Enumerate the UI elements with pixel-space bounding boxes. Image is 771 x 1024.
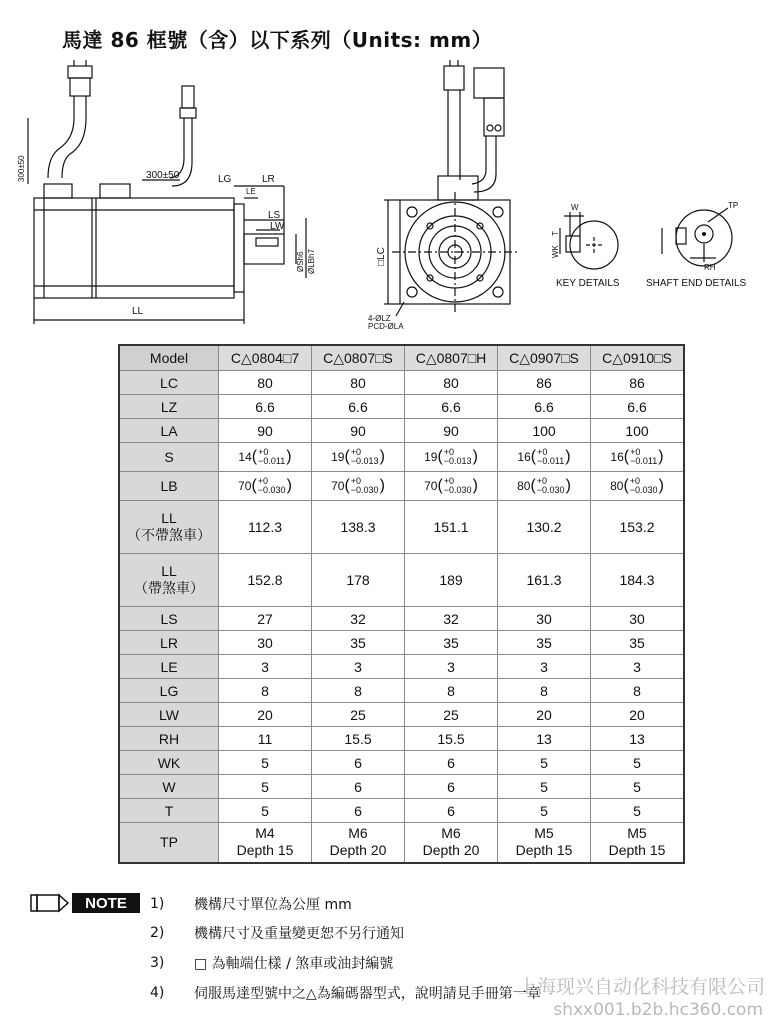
note-number: 3) [150, 955, 165, 971]
note-text: 機構尺寸及重量變更恕不另行通知 [194, 926, 404, 942]
dim-boss-label: ØLBh7 [307, 249, 316, 274]
watermark-url: shxx001.b2b.hc360.com [553, 1000, 763, 1020]
table-cell: 15.5 [312, 727, 405, 751]
table-cell: 152.8 [219, 554, 312, 607]
tol-nominal: 70 [424, 479, 438, 493]
table-row-le [119, 655, 684, 679]
table-cell [219, 823, 312, 863]
table-cell: 30 [498, 607, 591, 631]
tp-depth: Depth 20 [329, 842, 387, 859]
table-cell: 6 [312, 799, 405, 823]
tol-lower: −0.030 [257, 485, 286, 495]
row-header: LB [119, 472, 219, 501]
table-cell: 5 [591, 751, 685, 775]
tol-lower: −0.030 [536, 485, 565, 495]
tol-upper: +0 [257, 476, 269, 486]
table-cell: 80 [219, 371, 312, 395]
table-cell: 86 [591, 371, 685, 395]
table-cell: 19 ( +0 −0.013 ) [405, 443, 498, 472]
table-cell: 32 [312, 607, 405, 631]
motor-drawings [0, 58, 771, 333]
table-cell: 5 [498, 799, 591, 823]
table-cell: 13 [498, 727, 591, 751]
row-header: T [119, 799, 219, 823]
row-header-line: （帶煞車） [134, 580, 204, 596]
row-header: LZ [119, 395, 219, 419]
note-item [150, 923, 404, 943]
table-cell: 25 [405, 703, 498, 727]
table-cell: 35 [405, 631, 498, 655]
dim-ls-label: LS [268, 210, 281, 221]
dim-le-label: LE [246, 187, 256, 196]
model-column-header: C△0807□H [405, 345, 498, 371]
mount-note-2: PCD-ØLA [368, 322, 404, 331]
tol-upper: +0 [350, 476, 362, 486]
tol-nominal: 14 [238, 450, 252, 464]
table-cell: 70 ( +0 −0.030 ) [312, 472, 405, 501]
table-cell: 30 [591, 607, 685, 631]
table-cell: 27 [219, 607, 312, 631]
table-row-tp [119, 823, 684, 863]
tol-lower: −0.013 [443, 456, 472, 466]
table-cell: 5 [498, 775, 591, 799]
tol-lower: −0.013 [350, 456, 379, 466]
table-cell: 138.3 [312, 501, 405, 554]
table-row-s [119, 443, 684, 472]
table-cell: 151.1 [405, 501, 498, 554]
table-cell: 20 [219, 703, 312, 727]
row-header: LE [119, 655, 219, 679]
table-cell: 13 [591, 727, 685, 751]
tol-nominal: 80 [610, 479, 624, 493]
note-number: 1) [150, 896, 165, 912]
tol-upper: +0 [350, 447, 362, 457]
table-corner-header: Model [119, 345, 219, 371]
table-cell: 130.2 [498, 501, 591, 554]
dim-lg-label: LG [218, 174, 232, 185]
table-cell: 112.3 [219, 501, 312, 554]
tol-lower: −0.011 [258, 456, 286, 466]
row-header [119, 554, 219, 607]
table-cell: 3 [591, 655, 685, 679]
table-cell: 3 [405, 655, 498, 679]
table-cell: 5 [591, 799, 685, 823]
motor-dimension-drawing [0, 58, 771, 333]
mount-note-1: 4-ØLZ [368, 314, 391, 323]
row-header: LA [119, 419, 219, 443]
tp-depth: Depth 15 [608, 842, 666, 859]
note-text: □ 為軸端仕樣 / 煞車或油封編號 [194, 956, 394, 972]
table-cell: 86 [498, 371, 591, 395]
table-cell: 70 ( +0 −0.030 ) [219, 472, 312, 501]
table-cell: 20 [591, 703, 685, 727]
note-text: 機構尺寸單位為公厘 mm [194, 897, 352, 913]
model-column-header: C△0804□7 [219, 345, 312, 371]
watermark-company: 上海现兴自动化科技有限公司 [517, 976, 765, 998]
tol-upper: +0 [443, 476, 455, 486]
table-row-lr [119, 631, 684, 655]
table-cell: 5 [219, 751, 312, 775]
table-cell: 5 [591, 775, 685, 799]
table-cell: 90 [219, 419, 312, 443]
table-cell: 8 [219, 679, 312, 703]
row-header: TP [119, 823, 219, 863]
tp-depth: Depth 15 [236, 842, 294, 859]
key-t-label: T [551, 231, 560, 236]
tol-lower: −0.030 [629, 485, 658, 495]
tol-nominal: 16 [610, 450, 624, 464]
row-header: RH [119, 727, 219, 751]
key-wk-label: WK [551, 245, 560, 258]
tol-lower: −0.011 [630, 456, 658, 466]
table-cell: 30 [219, 631, 312, 655]
dim-ll-label: LL [132, 306, 144, 317]
key-w-label: W [571, 203, 579, 212]
tol-nominal: 16 [517, 450, 531, 464]
table-cell: 8 [498, 679, 591, 703]
table-cell: 161.3 [498, 554, 591, 607]
tol-upper: +0 [443, 447, 455, 457]
cable-length-2-label: 300±50 [146, 170, 180, 181]
spec-table [118, 344, 685, 864]
table-row-t [119, 799, 684, 823]
table-cell: 35 [591, 631, 685, 655]
table-row-lc [119, 371, 684, 395]
table-cell: 3 [498, 655, 591, 679]
table-row-rh [119, 727, 684, 751]
note-number: 4) [150, 985, 165, 1001]
table-cell: 5 [219, 799, 312, 823]
table-cell: 3 [312, 655, 405, 679]
row-header-line: （不帶煞車） [127, 527, 211, 543]
tol-nominal: 70 [331, 479, 345, 493]
table-cell: 6 [312, 775, 405, 799]
table-cell: 5 [219, 775, 312, 799]
row-header: LC [119, 371, 219, 395]
tp-thread: M5 [627, 825, 647, 842]
table-cell: 3 [219, 655, 312, 679]
table-cell: 15.5 [405, 727, 498, 751]
table-cell: 90 [312, 419, 405, 443]
table-cell: 80 ( +0 −0.030 ) [591, 472, 685, 501]
table-cell [405, 823, 498, 863]
table-cell: 6.6 [498, 395, 591, 419]
tol-nominal: 70 [238, 479, 252, 493]
row-header: WK [119, 751, 219, 775]
row-header: S [119, 443, 219, 472]
table-cell: 6.6 [219, 395, 312, 419]
table-cell [498, 823, 591, 863]
table-row-lg [119, 679, 684, 703]
tol-upper: +0 [630, 447, 641, 457]
dim-shaft-label: ØSh6 [296, 251, 305, 272]
table-cell: 8 [591, 679, 685, 703]
tol-upper: +0 [258, 447, 269, 457]
row-header: LR [119, 631, 219, 655]
table-cell: 80 ( +0 −0.030 ) [498, 472, 591, 501]
tol-nominal: 19 [424, 450, 438, 464]
row-header [119, 501, 219, 554]
table-cell: 5 [498, 751, 591, 775]
note-item [150, 983, 541, 1003]
row-header: W [119, 775, 219, 799]
table-cell [312, 823, 405, 863]
tol-nominal: 19 [331, 450, 345, 464]
shaft-tp-label: TP [728, 201, 739, 210]
note-pencil-icon [30, 892, 142, 914]
table-cell: 8 [312, 679, 405, 703]
table-row-w [119, 775, 684, 799]
table-cell: 25 [312, 703, 405, 727]
table-row-lz [119, 395, 684, 419]
tp-thread: M5 [534, 825, 554, 842]
table-cell: 153.2 [591, 501, 685, 554]
table-cell: 20 [498, 703, 591, 727]
table-row-ls [119, 607, 684, 631]
note-text: 伺服馬達型號中之△為編碼器型式，說明請見手冊第一章 [194, 986, 541, 1002]
note-item [150, 953, 393, 973]
table-cell: 100 [591, 419, 685, 443]
dim-lc-label: □LC [376, 247, 387, 266]
table-row-wk [119, 751, 684, 775]
table-cell: 80 [405, 371, 498, 395]
tol-lower: −0.011 [537, 456, 565, 466]
table-cell: 6 [405, 775, 498, 799]
table-cell: 14 ( +0 −0.011 ) [219, 443, 312, 472]
tp-thread: M4 [255, 825, 275, 842]
table-cell: 35 [498, 631, 591, 655]
table-row-la [119, 419, 684, 443]
table-cell: 6 [312, 751, 405, 775]
table-cell: 100 [498, 419, 591, 443]
table-cell: 11 [219, 727, 312, 751]
table-cell: 6 [405, 799, 498, 823]
tp-thread: M6 [348, 825, 368, 842]
key-details-caption: KEY DETAILS [556, 278, 620, 289]
tol-lower: −0.030 [350, 485, 379, 495]
table-cell: 16 ( +0 −0.011 ) [498, 443, 591, 472]
cable-length-1-label: 300±50 [17, 155, 26, 182]
table-cell: 6 [405, 751, 498, 775]
table-cell: 16 ( +0 −0.011 ) [591, 443, 685, 472]
table-cell: 32 [405, 607, 498, 631]
tp-depth: Depth 15 [515, 842, 573, 859]
tol-lower: −0.030 [443, 485, 472, 495]
note-badge-label: NOTE [85, 895, 127, 912]
tp-depth: Depth 20 [422, 842, 480, 859]
page-title: 馬達 86 框號（含）以下系列（Units: mm） [62, 28, 493, 52]
table-row-ll-no-brake [119, 501, 684, 554]
shaft-rh-label: RH [704, 263, 716, 272]
shaft-details-caption: SHAFT END DETAILS [646, 278, 747, 289]
table-cell: 189 [405, 554, 498, 607]
table-cell: 90 [405, 419, 498, 443]
spec-table-rest [119, 607, 684, 823]
row-header: LG [119, 679, 219, 703]
row-header: LS [119, 607, 219, 631]
table-cell: 6.6 [405, 395, 498, 419]
row-header-line: LL [161, 510, 177, 526]
table-cell: 80 [312, 371, 405, 395]
model-column-header: C△0807□S [312, 345, 405, 371]
table-cell: 6.6 [312, 395, 405, 419]
tol-upper: +0 [629, 476, 641, 486]
table-cell: 6.6 [591, 395, 685, 419]
dim-lr-label: LR [262, 174, 275, 185]
table-cell: 35 [312, 631, 405, 655]
dim-lw-label: LW [270, 221, 285, 232]
table-cell [591, 823, 685, 863]
note-number: 2) [150, 925, 165, 941]
model-column-header: C△0910□S [591, 345, 685, 371]
row-header-line: LL [161, 563, 177, 579]
table-cell: 8 [405, 679, 498, 703]
table-row-lw [119, 703, 684, 727]
model-column-header: C△0907□S [498, 345, 591, 371]
table-row-ll-brake [119, 554, 684, 607]
tol-nominal: 80 [517, 479, 531, 493]
table-cell: 184.3 [591, 554, 685, 607]
row-header: LW [119, 703, 219, 727]
table-cell: 70 ( +0 −0.030 ) [405, 472, 498, 501]
tol-upper: +0 [537, 447, 548, 457]
tp-thread: M6 [441, 825, 461, 842]
note-item [150, 894, 352, 914]
tol-upper: +0 [536, 476, 548, 486]
table-cell: 178 [312, 554, 405, 607]
table-cell: 19 ( +0 −0.013 ) [312, 443, 405, 472]
table-row-lb [119, 472, 684, 501]
